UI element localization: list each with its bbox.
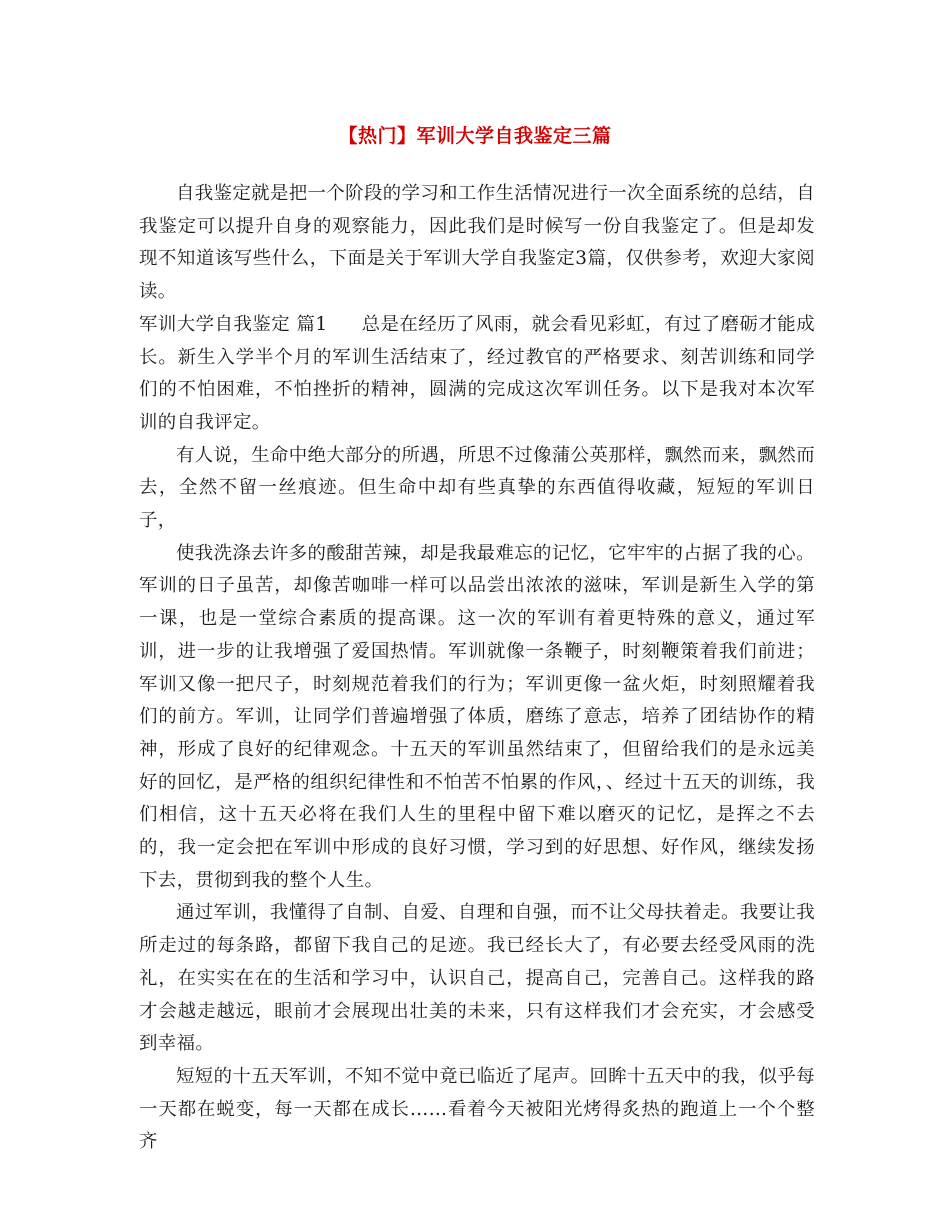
section-first-paragraph: 总是在经历了风雨，就会看见彩虹，有过了磨砺才能成长。新生入学半个月的军训生活结束了，经过教官的严格要求、刻苦训练和同学们的不怕困难，不怕挫折的精神，圆满的完成这次军训任务。以下是我对本次军训的自我评定。 [139, 313, 815, 433]
document-title: 【热门】军训大学自我鉴定三篇 [338, 125, 612, 147]
body-paragraph: 使我洗涤去许多的酸甜苦辣，却是我最难忘的记忆，它牢牢的占据了我的心。 [176, 542, 815, 564]
intro-paragraph: 自我鉴定就是把一个阶段的学习和工作生活情况进行一次全面系统的总结，自我鉴定可以提升自身的观察能力，因此我们是时候写一份自我鉴定了。但是却发现不知道该写些什么，下面是关于军训大学自我鉴定3篇，仅供参考，欢迎大家阅读。 [139, 183, 815, 303]
section-label: 军训大学自我鉴定 篇1 [139, 313, 328, 335]
body-paragraph: 有人说，生命中绝大部分的所遇，所思不过像蒲公英那样，飘然而来，飘然而去，全然不留一丝痕迹。但生命中却有些真挚的东西值得收藏，短短的军训日子， [139, 444, 815, 532]
body-paragraph: 通过军训，我懂得了自制、自爱、自理和自强，而不让父母扶着走。我要让我所走过的每条路，都留下我自己的足迹。我已经长大了，有必要去经受风雨的洗礼，在实实在在的生活和学习中，认识自己，提高自己，完善自己。这样我的路才会越走越远，眼前才会展现出壮美的未来，只有这样我们才会充实，才会感受到幸福。 [139, 902, 815, 1055]
document-body [139, 178, 815, 1159]
section-paragraph [139, 309, 815, 440]
body-paragraph: 军训的日子虽苦，却像苦咖啡一样可以品尝出浓浓的滋味，军训是新生入学的第一课，也是一堂综合素质的提高课。这一次的军训有着更特殊的意义，通过军训，进一步的让我增强了爱国热情。军训就像一条鞭子，时刻鞭策着我们前进；军训又像一把尺子，时刻规范着我们的行为；军训更像一盆火炬，时刻照耀着我们的前方。军训，让同学们普遍增强了体质，磨练了意志，培养了团结协作的精神，形成了良好的纪律观念。十五天的军训虽然结束了，但留给我们的是永远美好的回忆，是严格的组织纪律性和不怕苦不怕累的作风，、经过十五天的训练，我们相信，这十五天必将在我们人生的里程中留下难以磨灭的记忆，是挥之不去的，我一定会把在军训中形成的良好习惯，学习到的好思想、好作风，继续发扬下去，贯彻到我的整个人生。 [139, 575, 815, 891]
body-paragraph: 短短的十五天军训，不知不觉中竟已临近了尾声。回眸十五天中的我，似乎每一天都在蜕变，每一天都在成长……看着今天被阳光烤得炙热的跑道上一个个整齐 [139, 1065, 815, 1153]
